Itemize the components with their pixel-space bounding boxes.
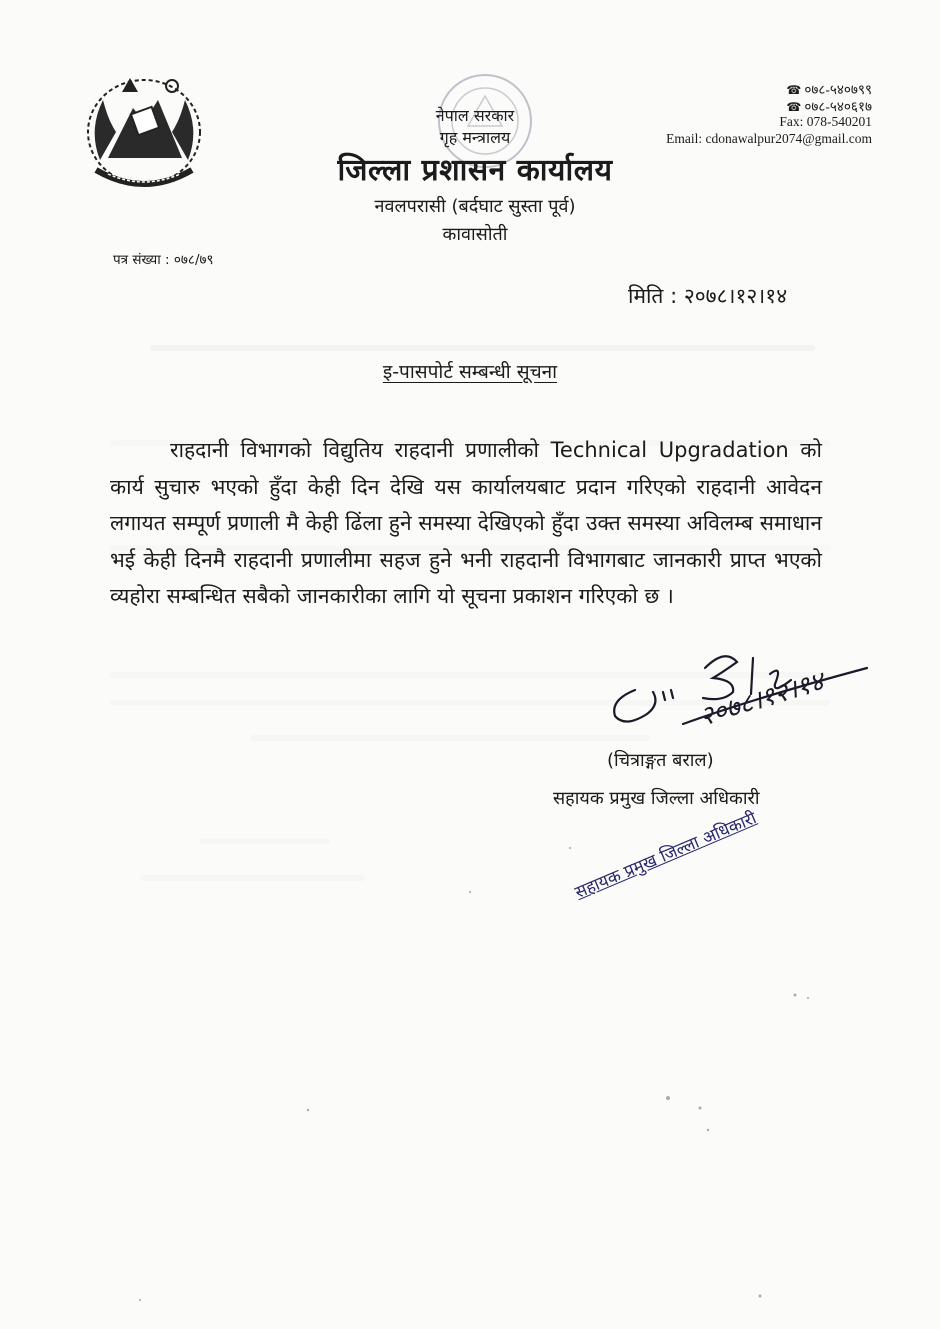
- notice-body: राहदानी विभागको विद्युतिय राहदानी प्रणालीको Technical Upgradation को कार्य सुचारु भएको हुँदा केही दिन देखि यस कार्यालयबाट प्रदान गरिएको राहदानी आवेदन लगायत सम्पूर्ण प्रणाली मै केही ढिंला हुने समस्या देखिएको हुँदा उक्त समस्या अविलम्ब समाधान भई केही दिनमै राहदानी प्रणालीमा सहज हुने भनी राहदानी विभागबाट जानकारी प्राप्त भएको व्यहोरा सम्बन्धित सबैको जानकारीका लागि यो सूचना प्रकाशन गरिएको छ ।: [110, 438, 822, 608]
- bleed-through: [150, 345, 815, 351]
- phone-number-1: ०७८-५४०७९९: [804, 82, 872, 97]
- signatory-name: (चित्राङ्गत बराल): [607, 750, 714, 771]
- government-name: नेपाल सरकार: [435, 106, 515, 125]
- office-title: जिल्ला प्रशासन कार्यालय: [337, 153, 613, 188]
- nepal-emblem-icon: [78, 70, 210, 195]
- phone-icon: ☎: [786, 83, 802, 97]
- subject-line: [0, 358, 940, 384]
- designation-stamp-text: सहायक प्रमुख जिल्ला अधिकारी: [572, 808, 760, 903]
- fax-number: Fax: 078-540201: [779, 114, 872, 129]
- phone-line-2: [786, 97, 872, 115]
- letter-date: मिति : २०७८।१२।१४: [628, 284, 788, 308]
- email-address: Email: cdonawalpur2074@gmail.com: [666, 131, 872, 146]
- bleed-through: [140, 875, 365, 881]
- reference-number: पत्र संख्या : ०७८/७९: [113, 252, 214, 268]
- signatory-title: सहायक प्रमुख जिल्ला अधिकारी: [553, 788, 760, 809]
- district-name: नवलपरासी (बर्दघाट सुस्ता पूर्व): [374, 196, 576, 217]
- signature-icon: [605, 628, 875, 738]
- designation-stamp: [571, 806, 760, 903]
- phone-number-2: ०७८-५४०६१७: [804, 99, 872, 114]
- signature-date: २०७८।१२।१४: [696, 666, 828, 733]
- office-location: कावासोती: [442, 224, 508, 245]
- phone-icon: ☎: [786, 100, 802, 114]
- bleed-through: [200, 838, 330, 844]
- ministry-name: गृह मन्त्रालय: [439, 128, 511, 147]
- bleed-through: [250, 735, 650, 741]
- subject-text: इ-पासपोर्ट सम्बन्धी सूचना: [382, 361, 558, 383]
- phone-line-1: [786, 80, 872, 98]
